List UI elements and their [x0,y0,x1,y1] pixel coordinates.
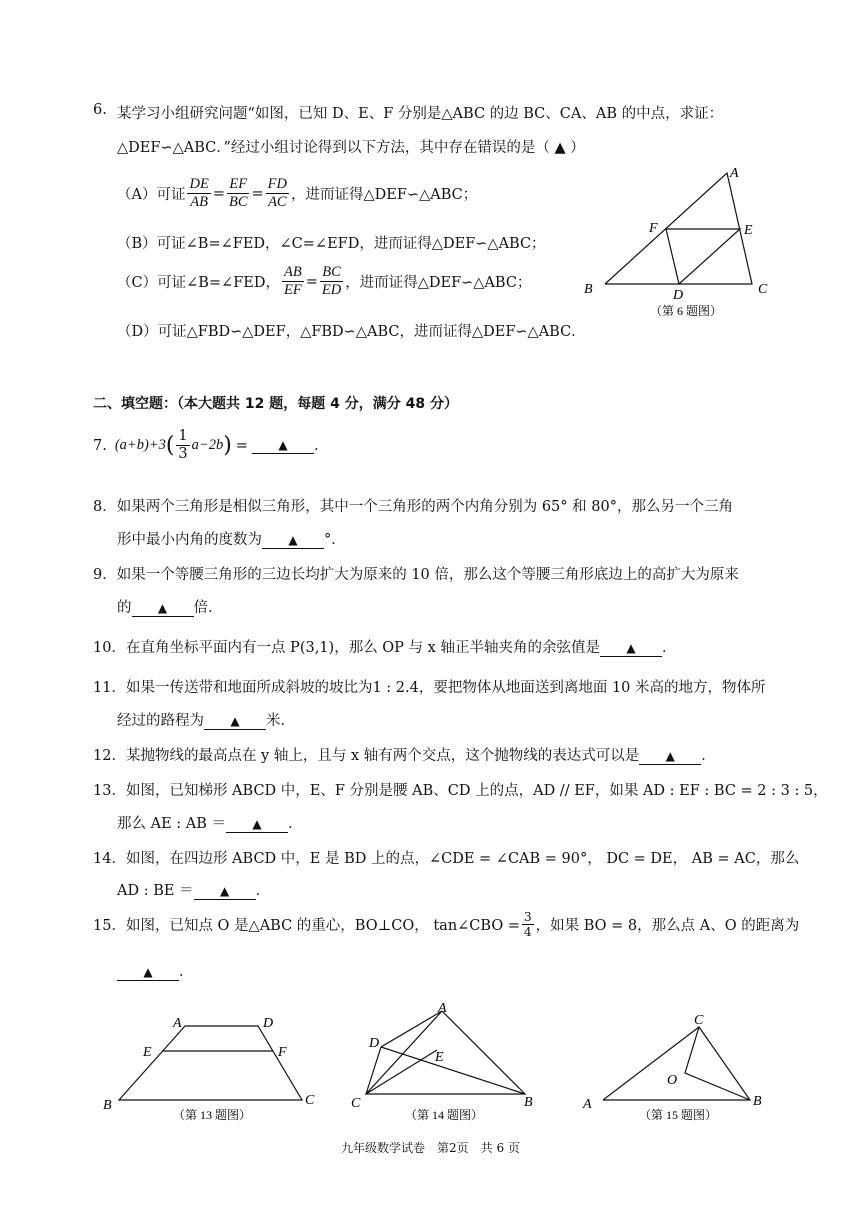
q6-option-d: （D）可证△FBD∽△DEF，△FBD∽△ABC，进而证得△DEF∽△ABC． [117,324,586,340]
q6-number: 6. [93,102,107,118]
q9-line2 [117,596,223,617]
q9-line2-pre: 的 [117,600,132,616]
q15-label-o: O [667,1073,678,1088]
q6-label-f: F [649,221,658,236]
q13-line1: 13．如图，已知梯形 ABCD 中，E、F 分别是腰 AB、CD 上的点，AD // EF，如果 AD : EF : BC = 2 : 3 : 5， [93,783,828,799]
q8-line2-post: °． [324,532,346,548]
q11-line1: 11．如果一传送带和地面所成斜坡的坡比为1 : 2.4，要把物体从地面送到离地面 10 米高的地方，物体所 [93,680,766,696]
q13-line2 [117,812,303,833]
q7-paren-close: ) [223,433,232,458]
q14-segment-db [381,1047,525,1094]
q7-expr-mid: a−2b [191,437,224,453]
q15-frac: $\frac{3}{4}$ [523,910,532,939]
q10-end: ． [661,640,677,656]
q12-text: 12．某抛物线的最高点在 y 轴上，且与 x 轴有两个交点，这个抛物线的表达式可以是 [93,748,640,764]
q7-end: . [313,437,319,454]
q15-label-a: A [583,1097,592,1112]
q6-option-c-tail: ，进而证得△DEF∽△ABC； [345,275,532,291]
q6-option-a-label: （A）可证 [117,187,186,203]
q11-line2 [117,709,295,730]
q13-label-b: B [103,1098,112,1113]
q13-trapezoid [119,1026,302,1100]
q15-segments-co-ob [685,1027,750,1100]
q6-option-c: （C）可证∠B=∠FED， $\frac{AB}{EF}$ = $\frac{BC}{ED}$ ，进而证得△DEF∽△ABC； [117,264,532,298]
q14-line2-post: ． [255,883,271,899]
q12 [93,744,716,765]
q15-line2 [117,960,194,981]
q14-segment-da [381,1011,442,1047]
q13-figure-caption: （第 13 题图） [173,1108,252,1122]
q9-line2-post: 倍． [193,600,223,616]
q8-answer-blank[interactable]: ▲ [262,532,324,549]
q14-segment-dc [366,1047,381,1094]
q7-frac: $\frac{1}{3}$ [178,428,188,462]
q13-label-a: A [173,1016,182,1031]
q6-option-b: （B）可证∠B=∠FED，∠C=∠EFD，进而证得△DEF∽△ABC； [117,236,546,252]
q6-figure-caption: （第 6 题图） [650,304,723,318]
q11-line2-post: 米． [266,713,295,729]
q15-text-pre: 15．如图，已知点 O 是△ABC 的重心，BO⊥CO， tan∠CBO = [93,918,520,934]
q14-line1: 14．如图，在四边形 ABCD 中，E 是 BD 上的点，∠CDE = ∠CAB = 90°， DC = DE， AB = AC，那么 [93,851,800,867]
q14-answer-blank[interactable]: ▲ [194,883,256,900]
q13-label-e: E [143,1045,152,1060]
q14-segment-ce [366,1050,437,1094]
q14-line2 [117,879,270,900]
section2-heading: 二、填空题：（本大题共 12 题，每题 4 分，满分 48 分） [93,396,458,412]
q14-figure [345,995,550,1130]
page-footer: 九年级数学试卷 第2页 共 6 页 [341,1141,520,1155]
q13-label-f: F [278,1045,287,1060]
q7 [93,428,319,463]
q14-line2-pre: AD : BE ＝ [117,883,194,899]
q6-label-d: D [673,288,684,303]
q15-line1 [93,910,799,939]
q7-expr-pre: (a+b)+3 [114,437,166,453]
q14-label-a: A [438,1001,447,1016]
q13-label-c: C [305,1093,315,1108]
q13-figure [95,1005,330,1130]
q14-label-c: C [351,1096,361,1111]
q11-answer-blank[interactable]: ▲ [204,713,266,730]
q14-label-d: D [369,1036,380,1051]
q10 [93,636,676,657]
q6-option-a: （A）可证 $\frac{DE}{AB}$ = $\frac{EF}{BC}$ = $\frac{FD}{AC}$ ，进而证得△DEF∽△ABC； [117,176,478,210]
q6-figure [570,160,790,330]
q6-option-c-label: （C）可证∠B=∠FED， [117,275,280,291]
q10-answer-blank[interactable]: ▲ [600,640,662,657]
q13-answer-blank[interactable]: ▲ [226,816,288,833]
q15-triangle-abc [603,1027,750,1100]
q15-figure-caption: （第 15 题图） [639,1108,718,1122]
q13-line2-pre: 那么 AE : AB ＝ [117,816,227,832]
q15-label-b: B [753,1094,762,1109]
q6-option-a-tail: ，进而证得△DEF∽△ABC； [291,187,478,203]
q6-option-c-frac2: $\frac{BC}{ED}$ [321,264,342,298]
q7-equals: = [235,437,248,454]
q6-label-e: E [744,223,753,238]
q6-label-c: C [758,282,768,297]
q15-label-c: C [694,1013,704,1028]
q12-end: ． [701,748,716,764]
q14-label-e: E [435,1050,444,1065]
q15-text-post: ，如果 BO = 8，那么点 A、O 的距离为 [535,918,800,934]
q13-label-d: D [263,1016,274,1031]
q11-line2-pre: 经过的路程为 [117,713,204,729]
q13-line2-post: ． [288,816,303,832]
q7-number: 7. [93,437,107,454]
q8-line2 [117,528,346,549]
q6-label-a: A [730,166,739,181]
q6-option-a-frac3: $\frac{FD}{AC}$ [267,176,288,210]
q6-line1: 某学习小组研究问题“如图，已知 D、E、F 分别是△ABC 的边 BC、CA、AB 的中点，求证： [117,106,724,122]
q9-answer-blank[interactable]: ▲ [132,600,194,617]
q6-option-a-frac2: $\frac{EF}{BC}$ [228,176,248,210]
q6-triangle-def [666,229,740,284]
q10-text: 10．在直角坐标平面内有一点 P(3,1)，那么 OP 与 x 轴正半轴夹角的余弦值是 [93,640,600,656]
q6-option-c-frac1: $\frac{AB}{EF}$ [283,264,302,298]
q6-option-a-frac1: $\frac{DE}{AB}$ [189,176,209,210]
q15-end: ． [179,964,194,980]
q8-line1: 8．如果两个三角形是相似三角形，其中一个三角形的两个内角分别为 65° 和 80°，那么另一个三角 [93,499,733,515]
q15-figure [575,1005,775,1130]
q14-figure-caption: （第 14 题图） [405,1108,484,1122]
q7-paren-open: ( [165,433,175,458]
q14-label-b: B [524,1095,533,1110]
q8-line2-pre: 形中最小内角的度数为 [117,532,262,548]
q7-answer-blank[interactable]: ▲ [252,437,314,454]
q6-line2: △DEF∽△ABC．”经过小组讨论得到以下方法，其中存在错误的是（ ▲ ） [117,140,585,156]
q6-label-b: B [584,282,593,297]
q14-triangle-abc [366,1011,525,1094]
q9-line1: 9．如果一个等腰三角形的三边长均扩大为原来的 10 倍，那么这个等腰三角形底边上的高扩大为原来 [93,567,739,583]
q12-answer-blank[interactable]: ▲ [639,748,701,765]
q15-answer-blank[interactable]: ▲ [117,964,179,981]
